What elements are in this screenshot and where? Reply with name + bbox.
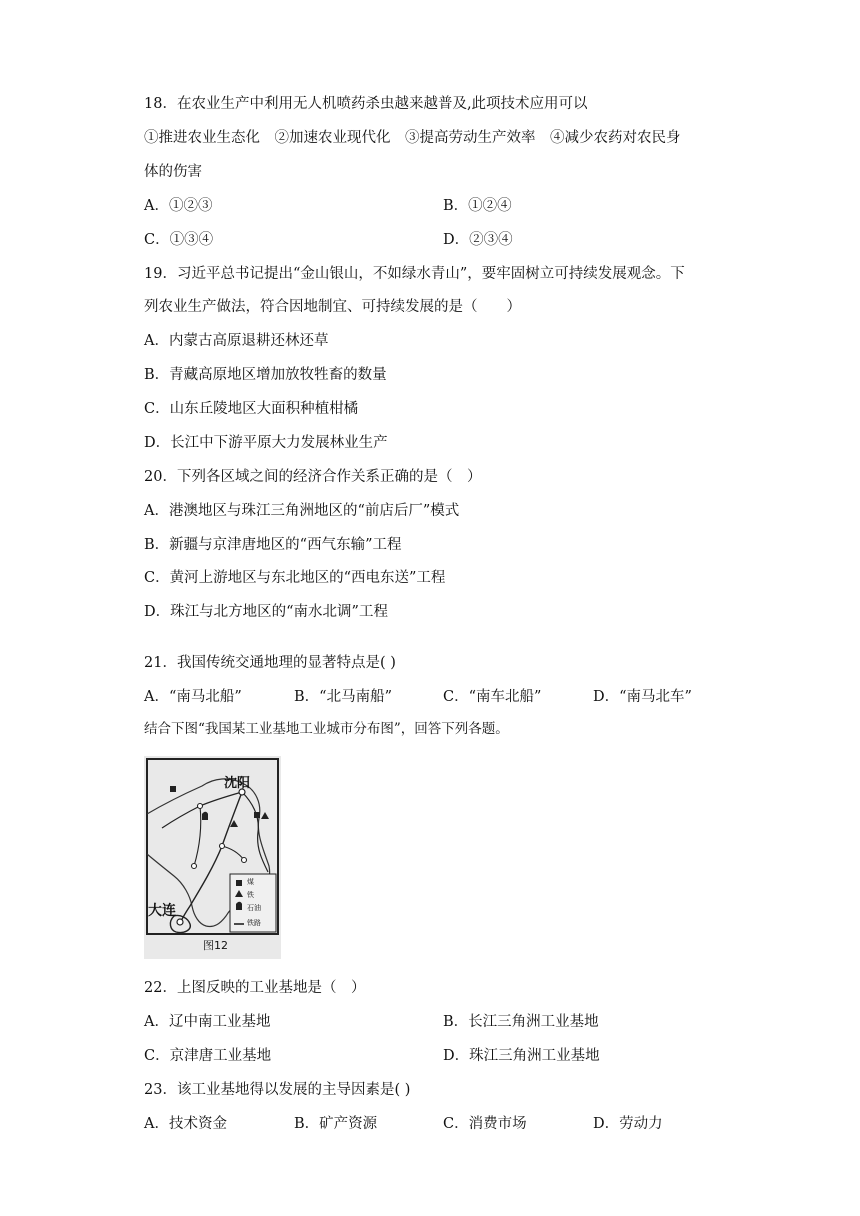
q20-option-b: B．新疆与京津唐地区的“西气东输”工程 <box>144 537 402 553</box>
legend-oil: 石油 <box>247 904 261 912</box>
q18-stem-statements: ①推进农业生态化 ②加速农业现代化 ③提高劳动生产效率 ④减少农药对农民身 <box>144 130 681 146</box>
q21-option-b: B．“北马南船” <box>294 689 392 705</box>
q19-stem: 19．习近平总书记提出“金山银山，不如绿水青山”，要牢固树立可持续发展观念。下 <box>144 266 685 282</box>
q22-option-a: A．辽中南工业基地 <box>144 1014 271 1030</box>
q18-option-c: C．①③④ <box>144 232 214 248</box>
q19-option-a: A．内蒙古高原退耕还林还草 <box>144 333 329 349</box>
q22-option-d: D．珠江三角洲工业基地 <box>443 1048 600 1064</box>
q23-option-b: B．矿产资源 <box>294 1116 378 1132</box>
legend-coal: 煤 <box>247 878 254 886</box>
q23-option-a: A．技术资金 <box>144 1116 227 1132</box>
figure-caption: 图12 <box>203 939 228 952</box>
q19-option-b: B．青藏高原地区增加放牧牲畜的数量 <box>144 367 387 383</box>
q19-option-d: D．长江中下游平原大力发展林业生产 <box>144 435 388 451</box>
q23-stem: 23．该工业基地得以发展的主导因素是( ) <box>144 1082 411 1098</box>
q18-option-a: A．①②③ <box>144 198 213 214</box>
coal-symbol <box>170 786 176 792</box>
city-label-dalian: 大连 <box>148 903 176 919</box>
q20-option-a: A．港澳地区与珠江三角洲地区的“前店后厂”模式 <box>144 503 460 519</box>
q21-option-d: D．“南马北车” <box>593 689 692 705</box>
q20-option-d: D．珠江与北方地区的“南水北调”工程 <box>144 604 388 620</box>
q23-option-c: C．消费市场 <box>443 1116 527 1132</box>
legend-railway: 铁路 <box>247 919 261 927</box>
oil-symbol <box>202 812 208 820</box>
q19-option-c: C．山东丘陵地区大面积种植柑橘 <box>144 401 359 417</box>
legend-iron: 铁 <box>247 891 254 899</box>
q20-option-c: C．黄河上游地区与东北地区的“西电东送”工程 <box>144 570 446 586</box>
q20-stem: 20．下列各区域之间的经济合作关系正确的是（ ） <box>144 469 482 485</box>
q21-option-a: A．“南马北船” <box>144 689 242 705</box>
q19-stem-cont: 列农业生产做法，符合因地制宜、可持续发展的是（ ） <box>144 299 521 315</box>
q21-stem: 21．我国传统交通地理的显著特点是( ) <box>144 655 396 671</box>
q22-option-b: B．长江三角洲工业基地 <box>443 1014 599 1030</box>
figure-intro: 结合下图“我国某工业基地工业城市分布图”，回答下列各题。 <box>144 721 509 737</box>
q18-stem-cont: 体的伤害 <box>144 164 202 180</box>
city-label-shenyang: 沈阳 <box>224 776 251 791</box>
q18-stem: 18．在农业生产中利用无人机喷药杀虫越来越普及,此项技术应用可以 <box>144 96 588 112</box>
coal-symbol <box>254 812 260 818</box>
industrial-base-map <box>144 756 281 959</box>
q18-option-b: B．①②④ <box>443 198 512 214</box>
q18-option-d: D．②③④ <box>443 232 513 248</box>
q23-option-d: D．劳动力 <box>593 1116 663 1132</box>
q22-option-c: C．京津唐工业基地 <box>144 1048 272 1064</box>
q21-option-c: C．“南车北船” <box>443 689 542 705</box>
q22-stem: 22．上图反映的工业基地是（ ） <box>144 980 366 996</box>
